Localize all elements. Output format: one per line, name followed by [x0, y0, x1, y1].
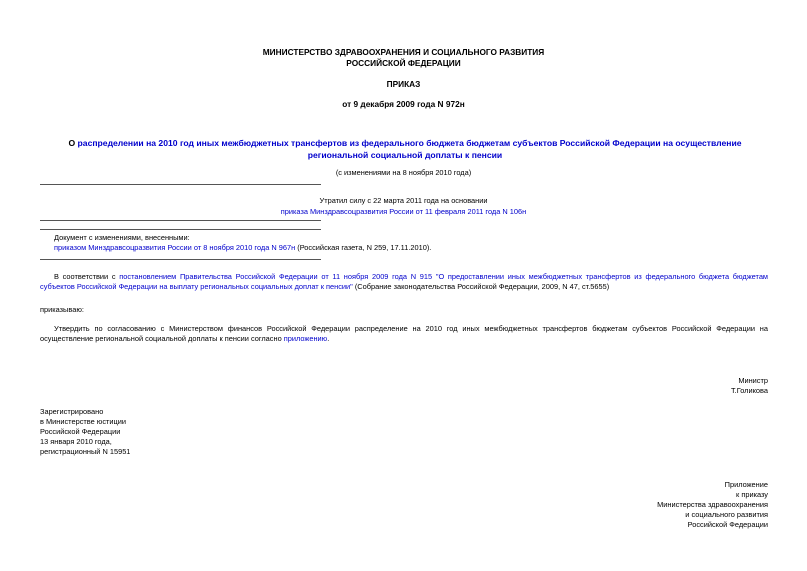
doc-type: ПРИКАЗ	[386, 79, 421, 89]
amendments-link[interactable]: приказом Минздравсоцразвития России от 8 ноября 2010 года N 967н	[54, 243, 296, 252]
date-number: от 9 декабря 2009 года N 972н	[342, 99, 465, 109]
separator-1	[40, 184, 321, 185]
appendix-line: и социального развития	[685, 510, 768, 519]
separator-4	[40, 259, 321, 260]
amendments-line	[54, 243, 774, 253]
appendix-link[interactable]: приложению	[283, 334, 328, 343]
approve-text: Утвердить по согласованию с Министерством финансов Российской Федерации распределение на 2010 год иных межбюджетных трансфертов бюджетам субъектов Российской Федерации на осуществление региональной социальной доплаты к пенсии согласно	[40, 324, 768, 343]
approve-end: .	[327, 334, 330, 343]
repeal-link[interactable]: приказа Минздравсоцразвития России от 11 февраля 2011 года N 106н	[280, 207, 527, 216]
appendix-line: Российской Федерации	[687, 520, 768, 529]
basis-tail: (Собрание законодательства Российской Федерации, 2009, N 47, ст.5655)	[352, 282, 610, 291]
repeal-status: Утратил силу с 22 марта 2011 года на основании	[319, 196, 488, 205]
amended-note: (с изменениями на 8 ноября 2010 года)	[335, 168, 472, 177]
basis-prefix: В соответствии с	[54, 272, 120, 281]
registration-line: 13 января 2010 года,	[40, 437, 112, 446]
signature-role: Министр	[738, 376, 768, 385]
title-link[interactable]: распределении на 2010 год иных межбюджетных трансфертов из федерального бюджета бюджетам субъектов Российской Федерации на осуществление региональной социальной доплаты к пенсии	[77, 138, 742, 160]
signature-name: Т.Голикова	[730, 386, 768, 395]
approve-paragraph	[40, 324, 768, 344]
separator-3	[40, 229, 321, 230]
basis-paragraph	[40, 272, 768, 292]
registration-line: Российской Федерации	[40, 427, 121, 436]
amendments-tail: (Российская газета, N 259, 17.11.2010).	[295, 243, 432, 252]
ministry-line-2: РОССИЙСКОЙ ФЕДЕРАЦИИ	[346, 58, 461, 68]
registration-line: регистрационный N 15951	[40, 447, 131, 456]
order-word: приказываю:	[40, 305, 84, 314]
separator-2	[40, 220, 321, 221]
registration-line: в Министерстве юстиции	[40, 417, 127, 426]
amendments-label: Документ с изменениями, внесенными:	[54, 233, 190, 242]
appendix-block	[560, 480, 768, 530]
ministry-line-1: МИНИСТЕРСТВО ЗДРАВООХРАНЕНИЯ И СОЦИАЛЬНОГО РАЗВИТИЯ	[262, 47, 545, 57]
title-prefix: О	[68, 138, 78, 148]
appendix-line: Приложение	[724, 480, 768, 489]
appendix-line: к приказу	[736, 490, 768, 499]
registration-line: Зарегистрировано	[40, 407, 104, 416]
document-title	[40, 138, 770, 161]
registration-block	[40, 407, 130, 457]
basis-link[interactable]: постановлением Правительства Российской Федерации от 11 ноября 2009 года N 915 "О предоставлении иных межбюджетных трансфертов из федерального бюджета бюджетам субъектов Российской Федерации на выплату региональных социальных доплат к пенсии"	[40, 272, 769, 291]
appendix-line: Министерства здравоохранения	[657, 500, 768, 509]
